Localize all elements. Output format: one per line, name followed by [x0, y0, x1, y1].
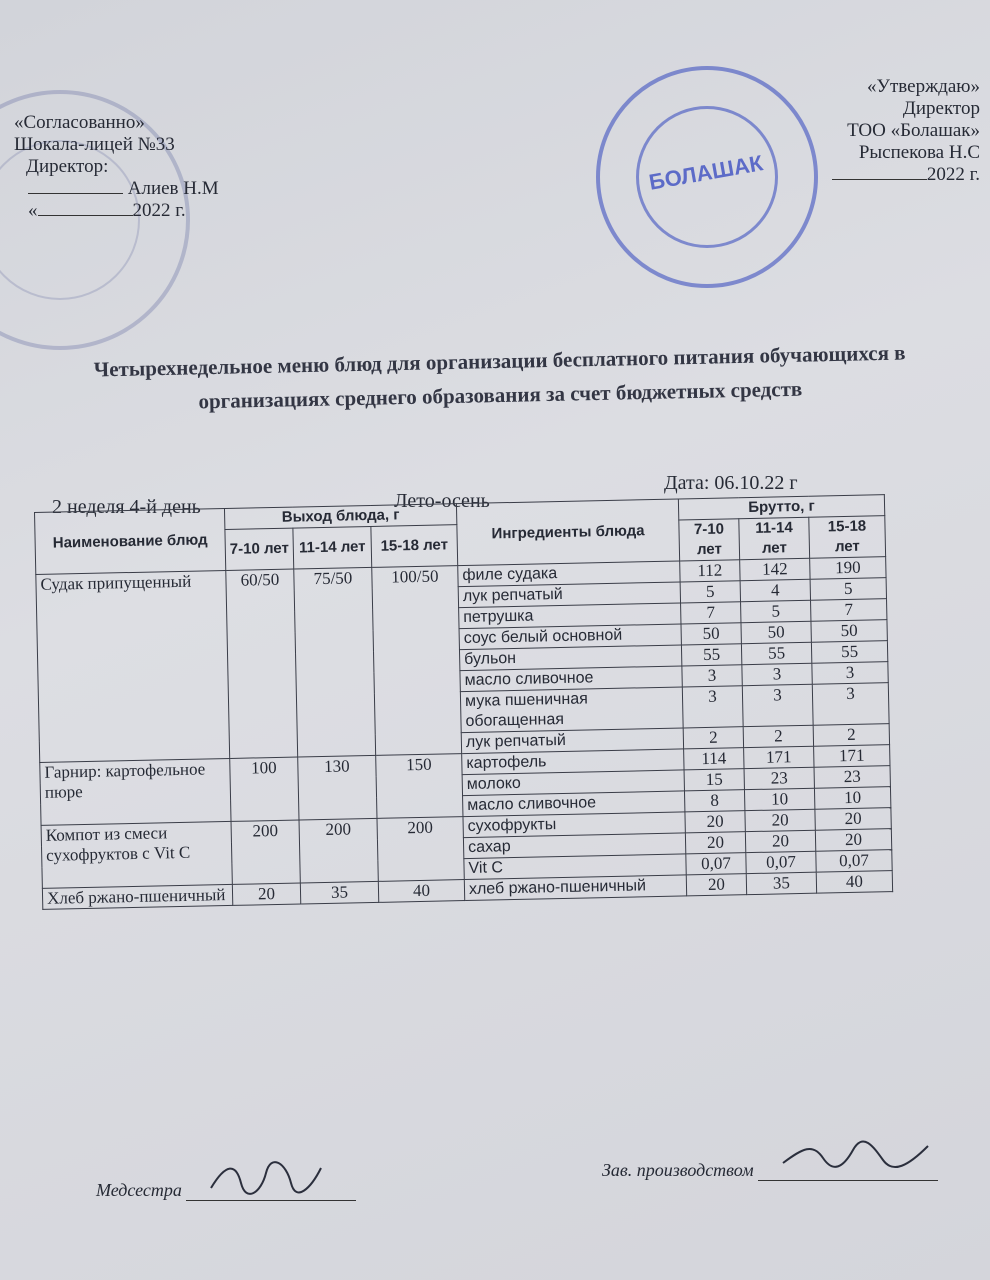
right-approval-line3: ТОО «Болашак» — [847, 120, 980, 141]
chief-signature — [602, 1160, 938, 1181]
menu-table — [34, 494, 893, 910]
week-day: 2 неделя 4-й день — [52, 496, 201, 518]
header-output-age-11-14: 11-14 лет — [293, 526, 372, 569]
right-approval-block — [700, 76, 980, 186]
left-signature-line — [28, 193, 123, 194]
ingredient-gross: 0,07 — [816, 850, 892, 873]
ingredient-gross: 3 — [742, 684, 813, 726]
ingredient-name: сухофрукты — [463, 812, 685, 838]
ingredient-gross: 2 — [813, 724, 889, 747]
ingredient-gross: 20 — [686, 874, 746, 896]
header-output-age-7-10: 7-10 лет — [225, 528, 294, 570]
ingredient-gross: 171 — [744, 746, 814, 768]
ingredient-gross: 3 — [812, 662, 888, 685]
right-date-line — [832, 179, 927, 180]
dish-output: 20 — [232, 883, 300, 905]
ingredient-gross: 50 — [811, 620, 887, 643]
menu-table-body — [36, 557, 893, 910]
ingredient-name: петрушка — [459, 603, 681, 629]
right-date-suffix: 2022 г. — [926, 164, 980, 185]
ingredient-gross: 0,07 — [686, 853, 746, 875]
ingredient-gross: 50 — [681, 623, 741, 645]
ingredient-gross: 23 — [814, 766, 890, 789]
ingredient-gross: 10 — [744, 788, 814, 810]
ingredient-name: бульон — [459, 645, 681, 671]
ingredient-gross: 55 — [741, 642, 811, 664]
header-gross-age-11-14: 11-14 лет — [739, 517, 810, 559]
header-gross-age-15-18: 15-18 лет — [809, 516, 886, 559]
dish-output: 35 — [300, 881, 378, 904]
ingredient-name: лук репчатый — [458, 582, 680, 608]
left-date-prefix: « — [28, 200, 38, 221]
header-ingredients: Ингредиенты блюда — [456, 499, 679, 566]
header-dish: Наименование блюд — [35, 509, 226, 575]
ingredient-gross: 2 — [743, 725, 813, 747]
ingredient-name: картофель — [462, 749, 684, 775]
header-output-age-15-18: 15-18 лет — [371, 525, 458, 568]
dish-output: 200 — [377, 817, 464, 882]
chief-label: Зав. производством — [602, 1160, 754, 1180]
ingredient-gross: 35 — [746, 872, 816, 894]
ingredient-gross: 3 — [682, 665, 742, 687]
ingredient-name: соус белый основной — [459, 624, 681, 650]
ingredient-gross: 4 — [740, 579, 810, 601]
left-date-line — [38, 215, 133, 216]
ingredient-gross: 114 — [684, 748, 744, 770]
ingredient-name: Vit C — [464, 854, 686, 880]
dish-output: 100/50 — [372, 566, 462, 756]
ingredient-name: филе судака — [458, 561, 680, 587]
right-approval-line4: Рыспекова Н.С — [858, 142, 980, 163]
chief-signature-line — [758, 1160, 938, 1181]
ingredient-gross: 3 — [742, 663, 812, 685]
ingredient-name: лук репчатый — [461, 728, 683, 754]
nurse-label: Медсестра — [96, 1180, 182, 1200]
ingredient-gross: 5 — [810, 578, 886, 601]
ingredient-gross: 0,07 — [746, 851, 816, 873]
left-approval-block — [14, 112, 314, 222]
chief-signature-scribble — [778, 1138, 938, 1178]
ingredient-gross: 20 — [745, 830, 815, 852]
ingredient-gross: 8 — [684, 790, 744, 812]
left-approval-name-row — [14, 178, 314, 200]
right-approval-line2: Директор — [902, 98, 980, 119]
left-approval-line2: Шокала-лицей №33 — [14, 134, 175, 155]
dish-output: 40 — [378, 880, 464, 903]
ingredient-gross: 20 — [815, 829, 891, 852]
ingredient-gross: 7 — [681, 602, 741, 624]
ingredient-gross: 5 — [741, 600, 811, 622]
dish-name: Гарнир: картофельное пюре — [40, 758, 231, 825]
left-approval-name: Алиев Н.М — [127, 178, 219, 199]
document-title: Четырехнедельное меню блюд для организации бесплатного питания обучающихся в организациях среднего образования за счет бюджетных средств — [93, 340, 906, 414]
season: Лето-осень — [394, 490, 490, 512]
ingredient-name: мука пшеничная обогащенная — [460, 687, 683, 733]
ingredient-gross: 7 — [811, 599, 887, 622]
ingredient-gross: 20 — [745, 809, 815, 831]
dish-output: 200 — [299, 818, 378, 883]
right-stamp-text: БОЛАШАК — [647, 150, 765, 195]
ingredient-gross: 190 — [810, 557, 886, 580]
dish-output: 100 — [230, 757, 299, 821]
left-approval-line3: Директор: — [26, 156, 109, 177]
ingredient-name: молоко — [462, 770, 684, 796]
left-approval-date-row — [14, 200, 314, 222]
dish-name: Компот из смеси сухофруктов с Vit C — [41, 821, 232, 888]
ingredient-gross: 23 — [744, 767, 814, 789]
ingredient-gross: 2 — [683, 727, 743, 749]
dish-output: 60/50 — [226, 569, 298, 758]
header-output: Выход блюда, г — [224, 504, 456, 530]
right-approval-date-row — [700, 164, 980, 186]
ingredient-gross: 171 — [814, 745, 890, 768]
left-date-suffix: 2022 г. — [132, 200, 186, 221]
nurse-signature — [96, 1180, 356, 1201]
ingredient-gross: 3 — [812, 683, 889, 726]
dish-output: 75/50 — [294, 567, 376, 757]
ingredient-gross: 15 — [684, 769, 744, 791]
right-approval-line1: «Утверждаю» — [867, 76, 980, 97]
dish-name: Судак припущенный — [36, 570, 230, 762]
header-gross: Брутто, г — [678, 495, 884, 520]
header-gross-age-7-10: 7-10 лет — [679, 519, 740, 561]
dish-output: 150 — [376, 754, 463, 819]
dish-output: 130 — [298, 755, 377, 820]
ingredient-name: сахар — [463, 833, 685, 859]
ingredient-gross: 3 — [682, 686, 743, 728]
ingredient-gross: 112 — [680, 560, 740, 582]
ingredient-name: масло сливочное — [460, 666, 682, 692]
ingredient-gross: 142 — [740, 558, 810, 580]
ingredient-gross: 20 — [685, 832, 745, 854]
dish-output: 200 — [231, 820, 300, 884]
ingredient-gross: 10 — [814, 787, 890, 810]
ingredient-name: масло сливочное — [463, 791, 685, 817]
left-approval-line1: «Согласованно» — [14, 112, 145, 133]
ingredient-gross: 20 — [815, 808, 891, 831]
ingredient-gross: 40 — [816, 871, 892, 894]
nurse-signature-scribble — [206, 1158, 326, 1198]
ingredient-gross: 55 — [681, 644, 741, 666]
ingredient-gross: 50 — [741, 621, 811, 643]
nurse-signature-line — [186, 1180, 356, 1201]
ingredient-name: хлеб ржано-пшеничный — [464, 875, 686, 901]
ingredient-gross: 20 — [685, 811, 745, 833]
menu-date: Дата: 06.10.22 г — [664, 472, 798, 494]
dish-name: Хлеб ржано-пшеничный — [42, 884, 232, 909]
ingredient-gross: 55 — [811, 641, 887, 664]
ingredient-gross: 5 — [680, 581, 740, 603]
